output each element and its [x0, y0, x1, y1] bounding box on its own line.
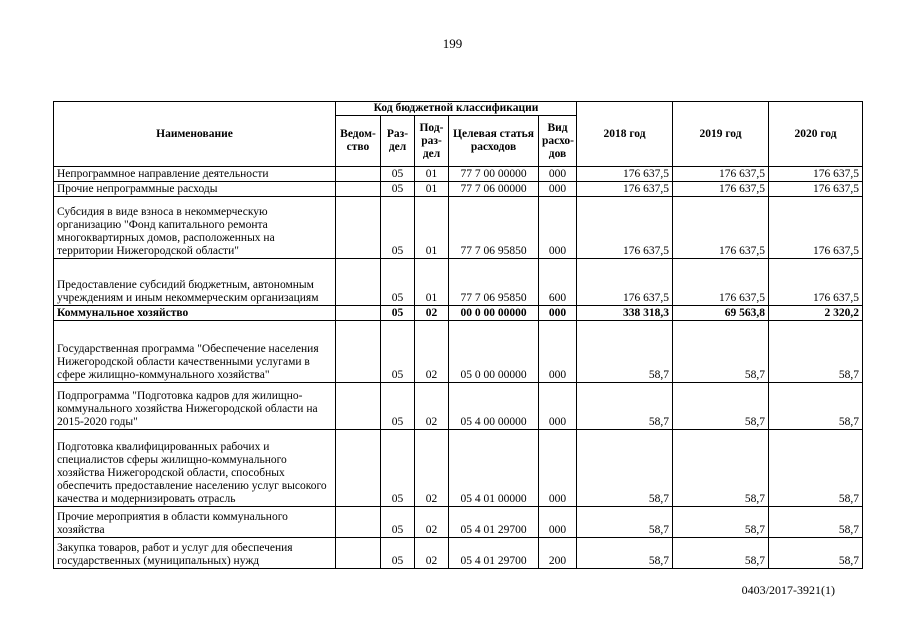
cell-vid: 000	[539, 430, 577, 507]
cell-podrazdel: 01	[415, 259, 449, 306]
cell-podrazdel: 01	[415, 197, 449, 259]
cell-2019: 58,7	[673, 321, 769, 383]
table-row	[54, 507, 863, 538]
table-row	[54, 182, 863, 197]
cell-razdel: 05	[381, 197, 415, 259]
cell-2020: 58,7	[769, 321, 863, 383]
cell-vid: 600	[539, 259, 577, 306]
table-row	[54, 538, 863, 569]
cell-podrazdel: 02	[415, 430, 449, 507]
cell-vid: 000	[539, 321, 577, 383]
cell-razdel: 05	[381, 259, 415, 306]
cell-name: Субсидия в виде взноса в некоммерческую организацию "Фонд капитального ремонта многоквартирных домов, расположенных на территории Нижегородской области"	[54, 197, 336, 259]
table-row	[54, 259, 863, 306]
cell-vedom	[336, 306, 381, 321]
cell-2020: 58,7	[769, 507, 863, 538]
cell-2020: 58,7	[769, 383, 863, 430]
table-row	[54, 321, 863, 383]
cell-2020: 176 637,5	[769, 167, 863, 182]
table-row	[54, 430, 863, 507]
cell-razdel: 05	[381, 383, 415, 430]
cell-2018: 176 637,5	[577, 182, 673, 197]
cell-podrazdel: 02	[415, 306, 449, 321]
cell-target: 77 7 06 00000	[449, 182, 539, 197]
cell-name: Коммунальное хозяйство	[54, 306, 336, 321]
cell-vedom	[336, 167, 381, 182]
cell-razdel: 05	[381, 306, 415, 321]
cell-2018: 58,7	[577, 321, 673, 383]
header-2019: 2019 год	[673, 102, 769, 167]
cell-vid: 000	[539, 167, 577, 182]
cell-podrazdel: 02	[415, 507, 449, 538]
cell-2018: 338 318,3	[577, 306, 673, 321]
cell-razdel: 05	[381, 430, 415, 507]
cell-target: 05 4 00 00000	[449, 383, 539, 430]
cell-2018: 58,7	[577, 507, 673, 538]
table-row	[54, 167, 863, 182]
cell-2018: 58,7	[577, 383, 673, 430]
cell-razdel: 05	[381, 321, 415, 383]
cell-name: Предоставление субсидий бюджетным, автономным учреждениям и иным некоммерческим организациям	[54, 259, 336, 306]
header-2020: 2020 год	[769, 102, 863, 167]
cell-vid: 000	[539, 197, 577, 259]
cell-name: Подпрограмма "Подготовка кадров для жилищно-коммунального хозяйства Нижегородской области на 2015-2020 годы"	[54, 383, 336, 430]
cell-podrazdel: 02	[415, 538, 449, 569]
header-code-group: Код бюджетной классификации	[336, 102, 577, 116]
cell-2020: 58,7	[769, 430, 863, 507]
cell-razdel: 05	[381, 167, 415, 182]
cell-target: 05 4 01 29700	[449, 507, 539, 538]
budget-table	[53, 101, 863, 569]
header-vid: Вид расхо-дов	[539, 116, 577, 167]
header-name: Наименование	[54, 102, 336, 167]
cell-vedom	[336, 383, 381, 430]
cell-vid: 000	[539, 306, 577, 321]
cell-2019: 58,7	[673, 507, 769, 538]
cell-2018: 176 637,5	[577, 167, 673, 182]
cell-2020: 58,7	[769, 538, 863, 569]
cell-2019: 176 637,5	[673, 167, 769, 182]
cell-vid: 000	[539, 383, 577, 430]
header-podrazdel: Под-раз-дел	[415, 116, 449, 167]
cell-target: 05 0 00 00000	[449, 321, 539, 383]
cell-2019: 69 563,8	[673, 306, 769, 321]
cell-vedom	[336, 259, 381, 306]
document-code: 0403/2017-3921(1)	[741, 583, 835, 597]
cell-vedom	[336, 538, 381, 569]
page-number: 199	[442, 36, 463, 51]
cell-vedom	[336, 507, 381, 538]
cell-name: Государственная программа "Обеспечение населения Нижегородской области качественными услугами в сфере жилищно-коммунального хозяйства"	[54, 321, 336, 383]
cell-name: Закупка товаров, работ и услуг для обеспечения государственных (муниципальных) нужд	[54, 538, 336, 569]
cell-2020: 176 637,5	[769, 182, 863, 197]
cell-2018: 176 637,5	[577, 197, 673, 259]
cell-2018: 58,7	[577, 430, 673, 507]
cell-vedom	[336, 321, 381, 383]
cell-razdel: 05	[381, 182, 415, 197]
cell-vedom	[336, 430, 381, 507]
cell-2019: 176 637,5	[673, 259, 769, 306]
cell-podrazdel: 02	[415, 321, 449, 383]
cell-2020: 176 637,5	[769, 197, 863, 259]
cell-name: Прочие непрограммные расходы	[54, 182, 336, 197]
cell-2018: 58,7	[577, 538, 673, 569]
cell-vid: 200	[539, 538, 577, 569]
cell-podrazdel: 01	[415, 182, 449, 197]
header-razdel: Раз-дел	[381, 116, 415, 167]
cell-2020: 2 320,2	[769, 306, 863, 321]
cell-2018: 176 637,5	[577, 259, 673, 306]
table-body	[54, 167, 863, 569]
cell-target: 05 4 01 00000	[449, 430, 539, 507]
cell-2019: 176 637,5	[673, 197, 769, 259]
table-row	[54, 383, 863, 430]
cell-vedom	[336, 182, 381, 197]
cell-2020: 176 637,5	[769, 259, 863, 306]
cell-vedom	[336, 197, 381, 259]
cell-razdel: 05	[381, 507, 415, 538]
cell-2019: 58,7	[673, 430, 769, 507]
cell-podrazdel: 02	[415, 383, 449, 430]
cell-name: Непрограммное направление деятельности	[54, 167, 336, 182]
table-header	[54, 102, 863, 167]
cell-name: Подготовка квалифицированных рабочих и специалистов сферы жилищно-коммунального хозяйства Нижегородской области, способных обеспечить предоставление населению услуг высокого качества и модернизировать отрасль	[54, 430, 336, 507]
cell-2019: 176 637,5	[673, 182, 769, 197]
cell-razdel: 05	[381, 538, 415, 569]
cell-2019: 58,7	[673, 383, 769, 430]
cell-target: 77 7 06 95850	[449, 259, 539, 306]
header-2018: 2018 год	[577, 102, 673, 167]
cell-vid: 000	[539, 507, 577, 538]
cell-target: 77 7 06 95850	[449, 197, 539, 259]
header-target: Целевая статья расходов	[449, 116, 539, 167]
cell-podrazdel: 01	[415, 167, 449, 182]
table-row	[54, 197, 863, 259]
cell-2019: 58,7	[673, 538, 769, 569]
cell-target: 00 0 00 00000	[449, 306, 539, 321]
cell-vid: 000	[539, 182, 577, 197]
cell-target: 05 4 01 29700	[449, 538, 539, 569]
header-vedom: Ведом-ство	[336, 116, 381, 167]
cell-target: 77 7 00 00000	[449, 167, 539, 182]
cell-name: Прочие мероприятия в области коммунального хозяйства	[54, 507, 336, 538]
table-row	[54, 306, 863, 321]
